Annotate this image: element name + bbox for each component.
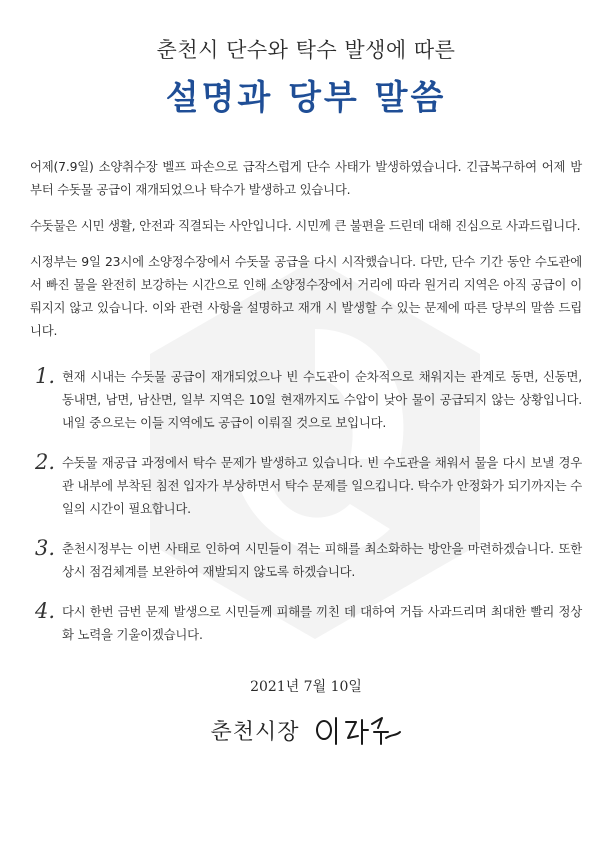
list-item-text: 수돗물 재공급 과정에서 탁수 문제가 발생하고 있습니다. 빈 수도관을 채워서 물을 다시 보낼 경우 관 내부에 부착된 침전 입자가 부상하면서 탁수 문제를 일으킵니다. 탁수가 안정화가 되기까지는 수일의 시간이 필요합니다. [62, 455, 582, 516]
numbered-list [30, 365, 582, 646]
list-item-number: 2. [35, 450, 56, 474]
signature-block [30, 712, 582, 746]
list-item [30, 600, 582, 646]
list-item [30, 451, 582, 520]
signer-title: 춘천시장 [210, 720, 300, 745]
handwritten-signature-icon [312, 712, 402, 746]
list-item-text: 현재 시내는 수돗물 공급이 재개되었으나 빈 수도관이 순차적으로 채워지는 관계로 동면, 신동면, 동내면, 남면, 남산면, 일부 지역은 10일 현재까지도 수압이 낮아 물이 공급되지 않는 상황입니다. 내일 중으로는 이들 지역에도 공급이 이뤄질 것으로 보입니다. [62, 369, 582, 430]
intro-paragraph: 시정부는 9일 23시에 소양정수장에서 수돗물 공급을 다시 시작했습니다. 다만, 단수 기간 동안 수도관에서 빠진 물을 완전히 보강하는 시간으로 인해 소양정수장에서 거리에 따라 원거리 지역은 아직 공급이 이뤄지지 않고 있습니다. 이와 관련 사항을 설명하고 재개 시 발생할 수 있는 문제에 따른 당부의 말씀 드립니다. [30, 254, 582, 338]
list-item [30, 365, 582, 434]
document-subtitle: 춘천시 단수와 탁수 발생에 따른 [156, 38, 456, 62]
list-item-number: 3. [35, 536, 56, 560]
intro-paragraph: 수돗물은 시민 생활, 안전과 직결되는 사안입니다. 시민께 큰 불편을 드린데 대해 진심으로 사과드립니다. [30, 218, 581, 233]
list-item-number: 1. [35, 364, 56, 388]
document-date: 2021년 7월 10일 [250, 679, 362, 695]
list-item-text: 춘천시정부는 이번 사태로 인하여 시민들이 겪는 피해를 최소화하는 방안을 마련하겠습니다. 또한 상시 점검체계를 보완하여 재발되지 않도록 하겠습니다. [62, 541, 582, 579]
document-page [0, 34, 612, 746]
document-title: 설명과 당부 말씀 [165, 78, 447, 118]
list-item [30, 537, 582, 583]
list-item-number: 4. [35, 599, 56, 623]
list-item-text: 다시 한번 금번 문제 발생으로 시민들께 피해를 끼친 데 대하여 거듭 사과드리며 최대한 빨리 정상화 노력을 기울이겠습니다. [62, 604, 582, 642]
intro-paragraph: 어제(7.9일) 소양취수장 벨프 파손으로 급작스럽게 단수 사태가 발생하였습니다. 긴급복구하여 어제 밤부터 수돗물 공급이 재개되었으나 탁수가 발생하고 있습니다. [30, 159, 582, 197]
